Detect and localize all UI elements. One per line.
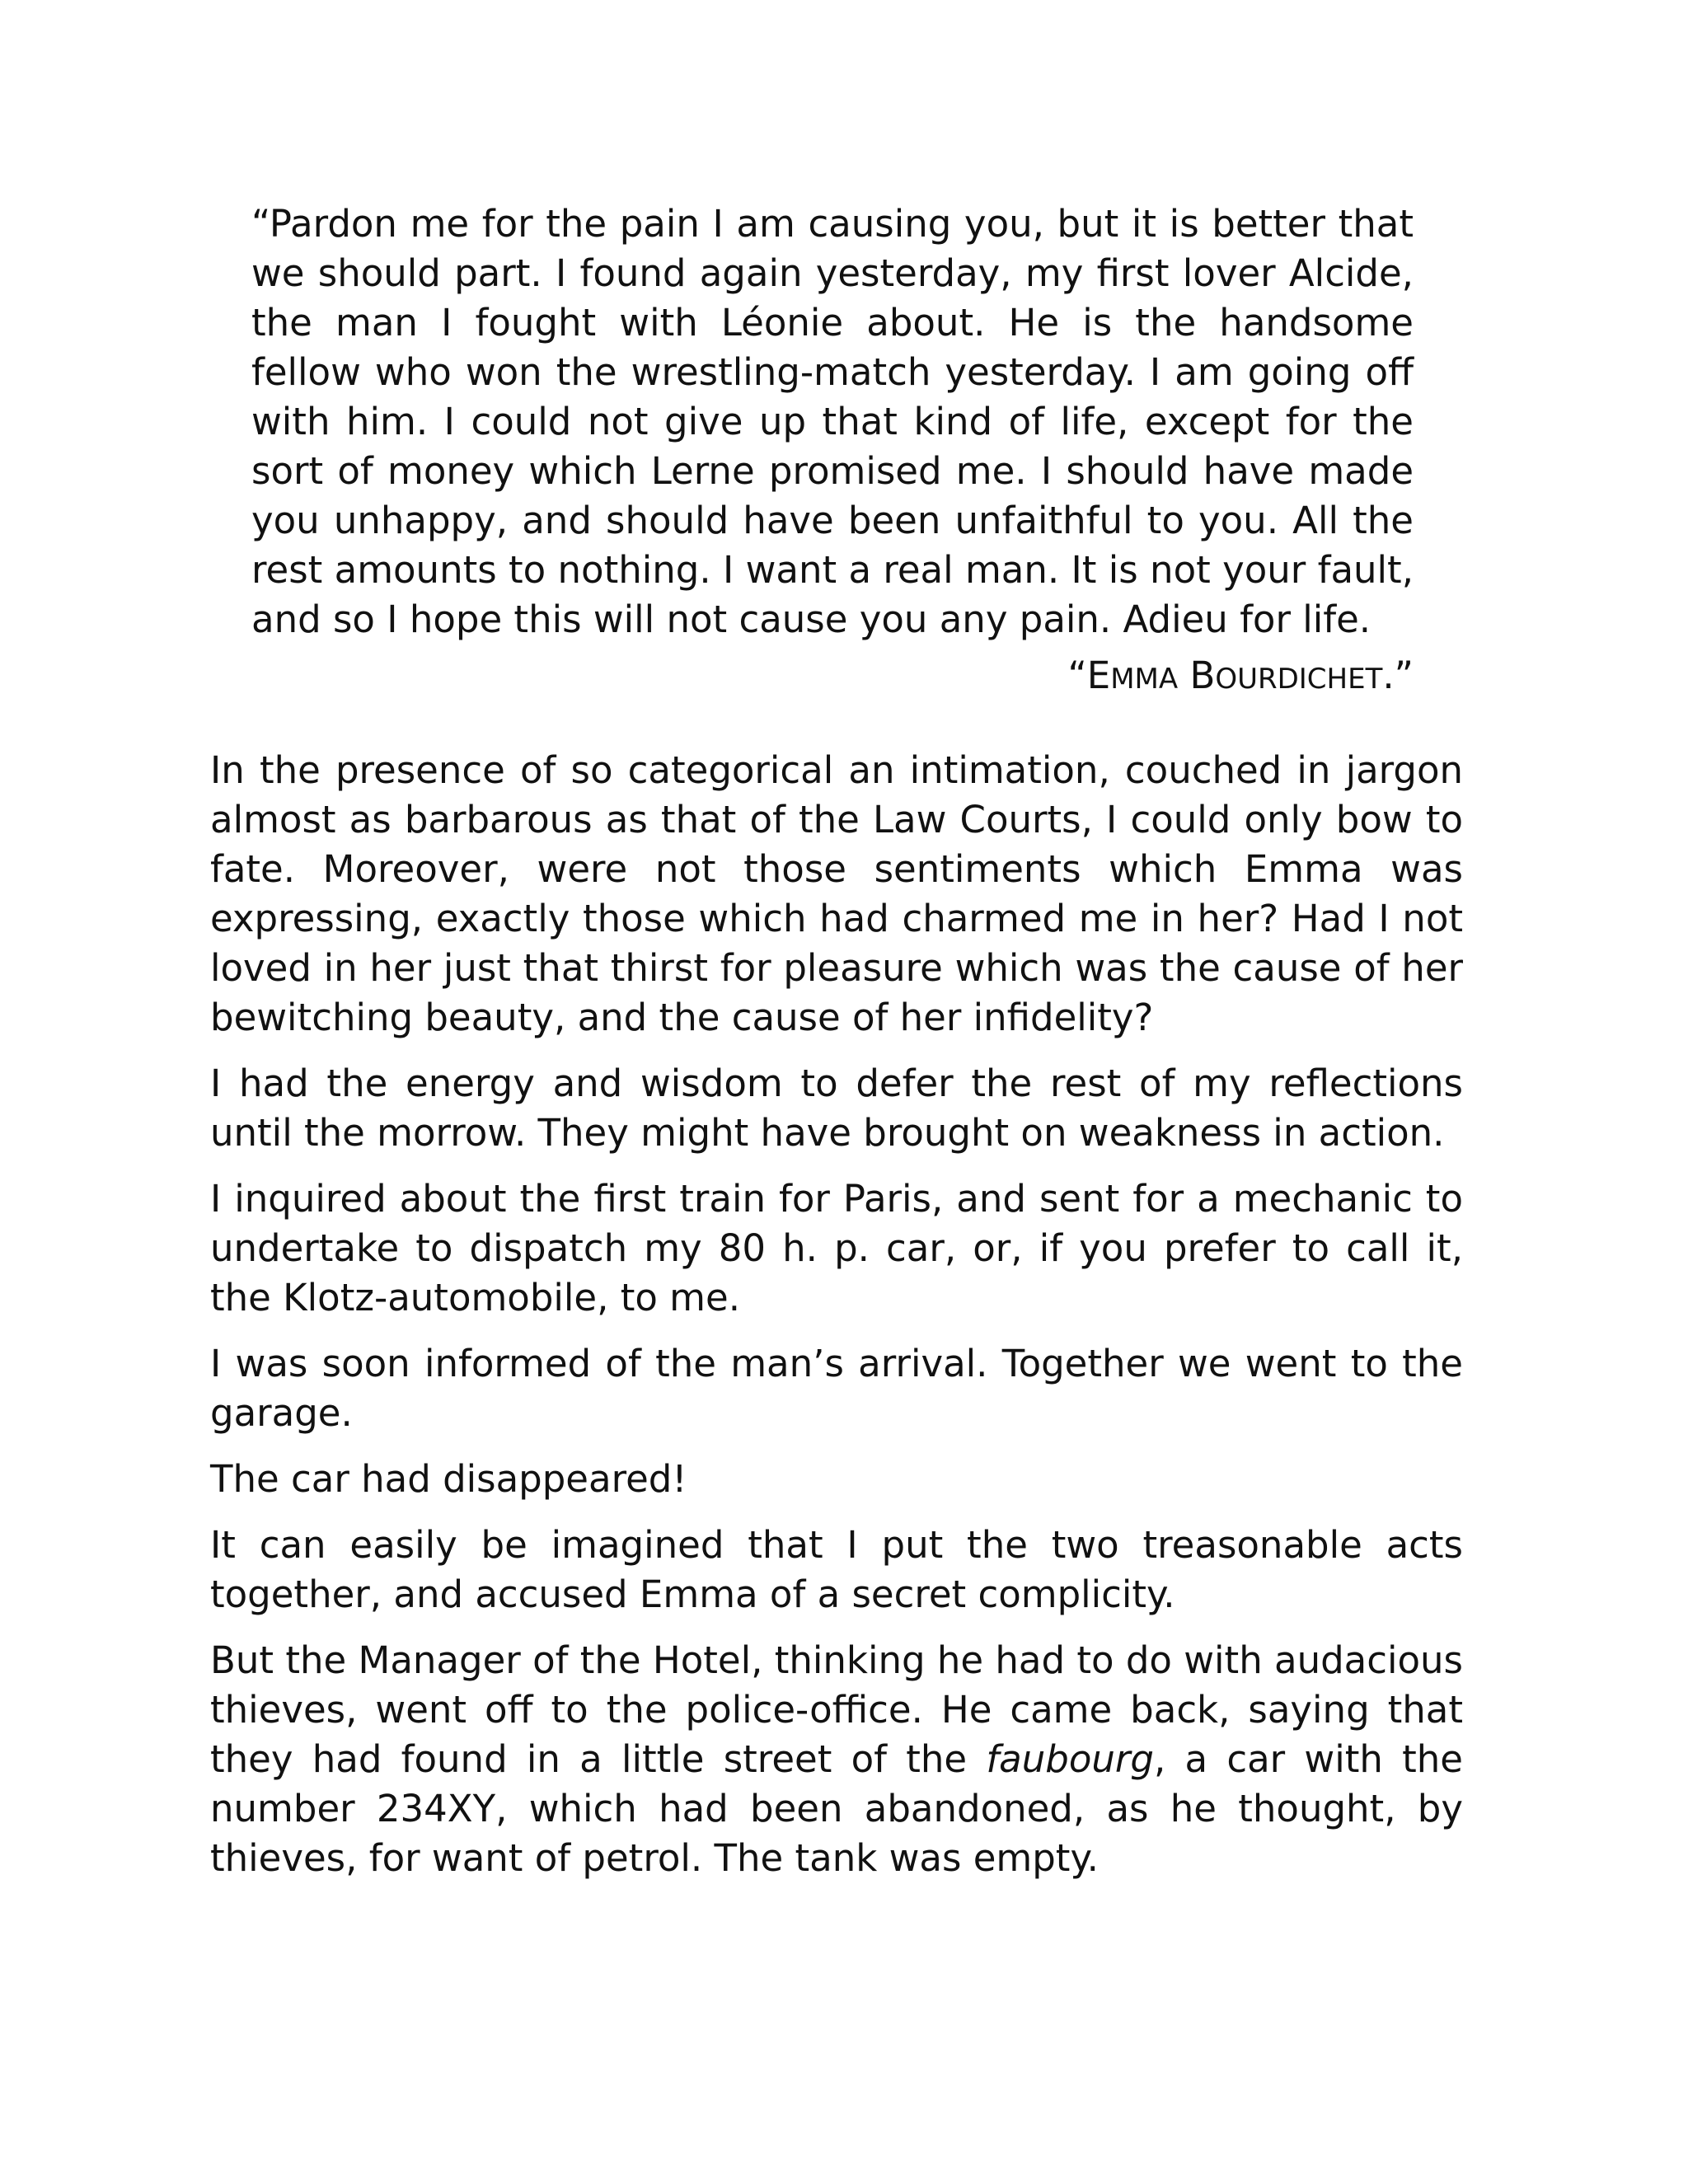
paragraph-hotel-manager-after: , a car with the number 234XY, which had been abandoned, as he thought, by thieves, for want of petrol. The tank was empty. xyxy=(210,1737,1463,1880)
paragraph-mans-arrival: I was soon informed of the man’s arrival. Together we went to the garage. xyxy=(210,1342,1463,1435)
paragraph-hotel-manager-before: But the Manager of the Hotel, thinking he had to do with audacious thieves, went off to the police-office. He came back, saying that they had found in a little street of the xyxy=(210,1638,1463,1781)
signature-last-rest: OURDICHET xyxy=(1215,663,1383,696)
paragraph-energy-and-wisdom: I had the energy and wisdom to defer the rest of my reflections until the morrow. They might have brought on weakness in action. xyxy=(210,1062,1463,1155)
signature-last-initial: B xyxy=(1189,654,1216,697)
signature-space xyxy=(1178,654,1189,697)
letter-signature xyxy=(251,651,1414,704)
faubourg-italic: faubourg xyxy=(986,1737,1154,1781)
signature-open-quote: “ xyxy=(1067,654,1087,697)
signature-first-initial: E xyxy=(1086,654,1111,697)
paragraph-treasonable-acts: It can easily be imagined that I put the two treasonable acts together, and accused Emma of a secret complicity. xyxy=(210,1523,1463,1616)
signature-close: .” xyxy=(1382,654,1414,697)
quoted-letter xyxy=(251,199,1414,704)
signature-first-rest: MMA xyxy=(1110,663,1179,696)
paragraph-train-for-paris: I inquired about the first train for Paris, and sent for a mechanic to undertake to dispatch my 80 h. p. car, or, if you prefer to call it, the Klotz-automobile, to me. xyxy=(210,1177,1463,1319)
narrative-text xyxy=(210,746,1463,1883)
paragraph-categorical-intimation: In the presence of so categorical an intimation, couched in jargon almost as barbarous as that of the Law Courts, I could only bow to fate. Moreover, were not those sentiments which Emma was expressing, exactly those which had charmed me in her? Had I not loved in her just that thirst for pleasure which was the cause of her bewitching beauty, and the cause of her infidelity? xyxy=(210,748,1463,1039)
letter-body: “Pardon me for the pain I am causing you, but it is better that we should part. I found again yesterday, my first lover Alcide, the man I fought with Léonie about. He is the handsome fellow who won the wrestling-match yesterday. I am going off with him. I could not give up that kind of life, except for the sort of money which Lerne promised me. I should have made you unhappy, and should have been unfaithful to you. All the rest amounts to nothing. I want a real man. It is not your fault, and so I hope this will not cause you any pain. Adieu for life. xyxy=(251,202,1414,641)
paragraph-hotel-manager xyxy=(210,1636,1463,1883)
paragraph-car-disappeared: The car had disappeared! xyxy=(210,1457,687,1501)
